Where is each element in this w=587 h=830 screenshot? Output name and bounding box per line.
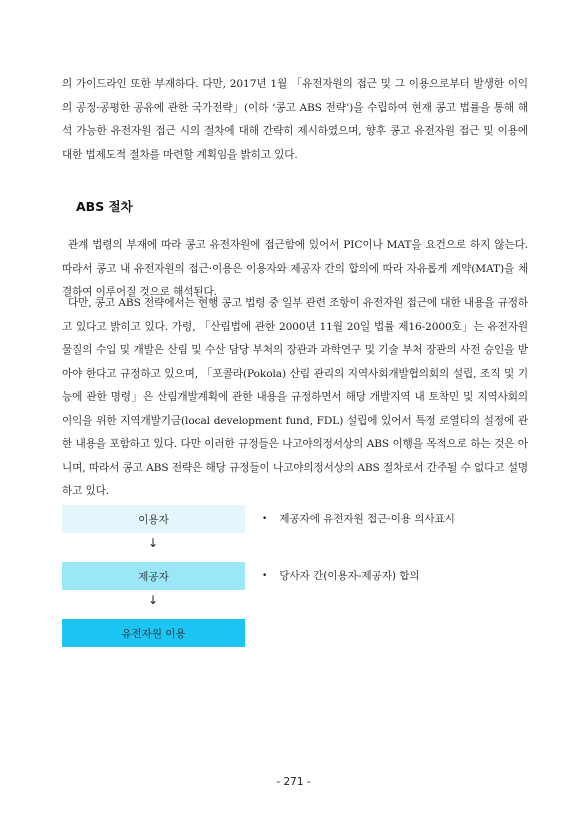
paragraph-no-pic-mat: 관계 법령의 부재에 따라 콩고 유전자원에 접근함에 있어서 PIC이나 MAT을 요건으로 하지 않는다. 따라서 콩고 내 유전자원의 접근·이용은 이용자와 제공자 간의 합의에 따라 자유롭게 계약(MAT)을 체결하여 이루어질 것으로 해석된다. bbox=[62, 239, 528, 298]
flow-step-user: 이용자 bbox=[62, 505, 245, 533]
bullet-icon: • bbox=[262, 570, 268, 581]
down-arrow-icon: ↓ bbox=[148, 593, 159, 607]
paragraph-existing-laws: 다만, 콩고 ABS 전략에서는 현행 콩고 법령 중 일부 관련 조항이 유전자원 접근에 대한 내용을 규정하고 있다고 밝히고 있다. 가령, 「산림법에 관한 2000년 11월 20일 법률 제16-2000호」는 유전자원 물질의 수입 및 개발은 산림 및 수산 담당 부처의 장관과 과학연구 및 기술 부처 장관의 사전 승인을 받아야 한다고 규정하고 있으며, 「포콜라(Pokola) 산림 관리의 지역사회개발협의회의 설립, 조직 및 기능에 관한 명령」은 산림개발계획에 관한 내용을 규정하면서 해당 개발지역 내 토착민 및 지역사회의 이익을 위한 지역개발기금(local development fund, FDL) 설립에 있어서 특정 로열티의 설정에 관한 내용을 포함하고 있다. 다만 이러한 규정들은 나고야의정서상의 ABS 이행을 목적으로 하는 것은 아니며, 따라서 콩고 ABS 전략은 해당 규정들이 나고야의정서상의 ABS 절차로서 간주될 수 없다고 설명하고 있다. bbox=[62, 297, 528, 497]
flow-note-text: 제공자에 유전자원 접근·이용 의사표시 bbox=[279, 513, 455, 525]
down-arrow-icon: ↓ bbox=[148, 536, 159, 550]
flow-note-agreement bbox=[262, 568, 420, 583]
paragraph-intro: 의 가이드라인 또한 부재하다. 다만, 2017년 1월 「유전자원의 접근 및 그 이용으로부터 발생한 이익의 공정·공평한 공유에 관한 국가전략」(이하 ‘콩고 ABS 전략’)을 수립하여 현재 콩고 법률을 통해 해석 가능한 유전자원 접근 시의 절차에 대해 간략히 제시하였으며, 향후 콩고 유전자원 접근 및 이용에 대한 법제도적 절차를 마련할 계획임을 밝히고 있다. bbox=[62, 78, 528, 161]
section-heading: ABS 절차 bbox=[76, 199, 133, 214]
flow-note-text: 당사자 간(이용자-제공자) 합의 bbox=[279, 570, 420, 582]
flow-step-resource-use: 유전자원 이용 bbox=[62, 619, 245, 647]
bullet-icon: • bbox=[262, 513, 268, 524]
flow-step-provider: 제공자 bbox=[62, 562, 245, 590]
flow-note-intent bbox=[262, 511, 455, 526]
page-number: - 271 - bbox=[276, 776, 311, 788]
